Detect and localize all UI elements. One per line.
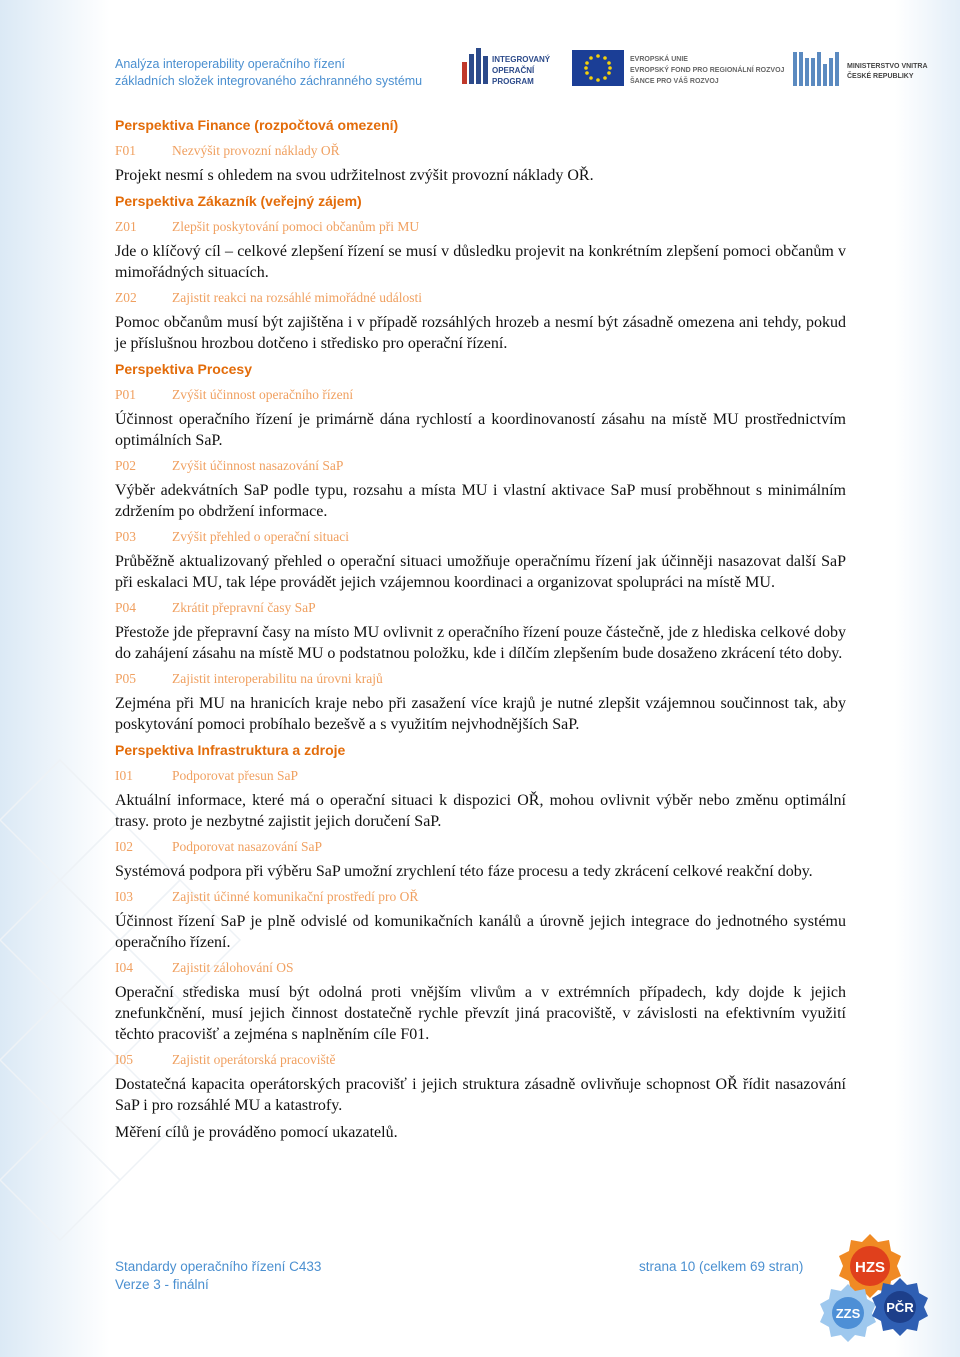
iop-logo xyxy=(462,48,551,86)
goal-description: Účinnost operačního řízení je primárně dána rychlostí a koordinovaností zásahu na místě MU prostřednictvím optimálních SaP. xyxy=(115,411,846,449)
closing-sentence: Měření cílů je prováděno pomocí ukazatelů. xyxy=(115,1124,398,1141)
goal-name: Podporovat přesun SaP xyxy=(172,768,298,783)
goal-code: F01 xyxy=(115,143,137,158)
goal-p05 xyxy=(115,670,846,688)
goal-code: I04 xyxy=(115,960,133,975)
goal-name: Zkrátit přepravní časy SaP xyxy=(172,600,316,615)
eu-logo-line-3: ŠANCE PRO VÁŠ ROZVOJ xyxy=(630,78,719,85)
mv-logo-line-2: ČESKÉ REPUBLIKY xyxy=(847,73,914,80)
goal-description: Dostatečná kapacita operátorských pracovišť i jejich struktura zásadně ovlivňuje schopnost OŘ řídit nasazování SaP i pro rozsáhlé MU a katastrofy. xyxy=(115,1076,846,1114)
goal-description: Operační střediska musí být odolná proti vnějším vlivům a v extrémních případech, kdy dojde k jejich znefunkčnění, musí jejich činnost dostatečně rychle převzít jiná pracoviště, v závislosti na efektivním využití těchto pracovišť a zejména s naplněním cíle F01. xyxy=(115,984,846,1043)
goal-code: Z02 xyxy=(115,290,137,305)
goal-i05 xyxy=(115,1051,846,1069)
goal-code: I01 xyxy=(115,768,133,783)
goal-code: P03 xyxy=(115,529,137,544)
goal-z02 xyxy=(115,289,846,307)
iop-logo-line-1: INTEGROVANÝ xyxy=(492,55,551,64)
goal-name: Nezvýšit provozní náklady OŘ xyxy=(172,143,340,158)
izs-badges xyxy=(812,1228,932,1348)
eu-flag-logo xyxy=(572,50,785,86)
goal-code: P05 xyxy=(115,671,137,686)
goal-code: P01 xyxy=(115,387,137,402)
goal-i01 xyxy=(115,767,846,785)
header-line-2: základních složek integrovaného záchranného systému xyxy=(115,74,423,88)
goal-name: Zajistit interoperabilitu na úrovni krajů xyxy=(172,671,383,686)
footer-document-title: Standardy operačního řízení C433 xyxy=(115,1259,322,1274)
goal-p01 xyxy=(115,386,846,404)
running-header xyxy=(115,56,422,90)
goal-description: Účinnost řízení SaP je plně odvislé od komunikačních kanálů a úrovně jejich integrace do jednotného systému operačního řízení. xyxy=(115,913,846,951)
goal-description: Výběr adekvátních SaP podle typu, rozsahu a místa MU i vlastní aktivace SaP musí proběhnout s minimálním zdržením po obdržení informace. xyxy=(115,482,846,520)
mv-logo-line-1: MINISTERSTVO VNITRA xyxy=(847,63,928,70)
goal-code: I05 xyxy=(115,1052,133,1067)
goal-name: Podporovat nasazování SaP xyxy=(172,839,322,854)
goal-description: Přestože jde přepravní časy na místo MU ovlivnit z operačního řízení pouze částečně, jde z hlediska celkové doby do zahájení zásahu na místě MU o podstatnou položku, kde i dílčím zlepšením bude dosaženo zkrácení této doby. xyxy=(115,624,846,662)
goal-code: P04 xyxy=(115,600,137,615)
header-line-1: Analýza interoperability operačního řízení xyxy=(115,57,345,71)
goal-code: P02 xyxy=(115,458,137,473)
goal-i03 xyxy=(115,888,846,906)
page-number: strana 10 (celkem 69 stran) xyxy=(639,1259,804,1274)
section-heading-processes: Perspektiva Procesy xyxy=(115,361,252,377)
section-heading-infrastructure: Perspektiva Infrastruktura a zdroje xyxy=(115,742,346,758)
goal-description: Zejména při MU na hranicích kraje nebo při zasažení více krajů je nutné zlepšit vzájemnou součinnost tak, aby poskytování pomoci probíhalo bezešvě a s využitím nejvhodnějších SaP. xyxy=(115,695,846,733)
goal-code: I03 xyxy=(115,889,133,904)
goal-description: Aktuální informace, které má o operační situaci k dispozici OŘ, mohou ovlivnit výběr nebo změnu optimální trasy. proto je nezbytné zajistit jejich doručení SaP. xyxy=(115,792,846,830)
goal-name: Zajistit zálohování OS xyxy=(172,960,294,975)
section-heading-finance: Perspektiva Finance (rozpočtová omezení) xyxy=(115,117,399,133)
goal-name: Zajistit účinné komunikační prostředí pro OŘ xyxy=(172,889,419,904)
iop-logo-line-3: PROGRAM xyxy=(492,77,534,86)
pcr-badge-label: PČR xyxy=(886,1300,914,1315)
goal-f01 xyxy=(115,142,846,160)
eu-logo-line-2: EVROPSKÝ FOND PRO REGIONÁLNÍ ROZVOJ xyxy=(630,67,785,74)
eu-logo-line-1: EVROPSKÁ UNIE xyxy=(630,56,688,63)
footer-version: Verze 3 - finální xyxy=(115,1277,209,1292)
goal-name: Zlepšit poskytování pomoci občanům při MU xyxy=(172,219,420,234)
goal-code: Z01 xyxy=(115,219,137,234)
goal-p03 xyxy=(115,528,846,546)
zzs-badge-label: ZZS xyxy=(835,1306,861,1321)
goal-description: Systémová podpora při výběru SaP umožní zrychlení této fáze procesu a tedy zkrácení celkové reakční doby. xyxy=(115,863,813,880)
mv-logo xyxy=(793,52,928,86)
goal-description: Pomoc občanům musí být zajištěna i v případě rozsáhlých hrozeb a nesmí být zásadně omezena ani tehdy, pokud je příslušnou hrozbou dotčeno i středisko pro operační řízení. xyxy=(115,314,846,352)
goal-p04 xyxy=(115,599,846,617)
goal-z01 xyxy=(115,218,846,236)
goal-description: Projekt nesmí s ohledem na svou udržitelnost zvýšit provozní náklady OŘ. xyxy=(115,167,594,184)
goal-i04 xyxy=(115,959,846,977)
goal-i02 xyxy=(115,838,846,856)
iop-logo-line-2: OPERAČNÍ xyxy=(492,66,535,75)
goal-p02 xyxy=(115,457,846,475)
goal-description: Průběžně aktualizovaný přehled o operační situaci umožňuje operačnímu řízení jak účinněji nasazovat další SaP při eskalaci MU, tak lépe provádět jejich vzájemnou koordinaci a organizovat spolupráci na místě MU. xyxy=(115,553,846,591)
goal-name: Zvýšit účinnost operačního řízení xyxy=(172,387,354,402)
goal-name: Zajistit operátorská pracoviště xyxy=(172,1052,336,1067)
page-footer xyxy=(115,1258,805,1294)
sponsor-logos xyxy=(460,44,930,94)
goal-code: I02 xyxy=(115,839,133,854)
main-content xyxy=(115,116,846,1149)
goal-name: Zajistit reakci na rozsáhlé mimořádné události xyxy=(172,290,423,305)
goal-name: Zvýšit přehled o operační situaci xyxy=(172,529,349,544)
goal-description: Jde o klíčový cíl – celkové zlepšení řízení se musí v důsledku projevit na konkrétním zlepšení pomoci občanům v mimořádných situacích. xyxy=(115,243,846,281)
goal-name: Zvýšit účinnost nasazování SaP xyxy=(172,458,344,473)
section-heading-customer: Perspektiva Zákazník (veřejný zájem) xyxy=(115,193,362,209)
hzs-badge-label: HZS xyxy=(855,1259,885,1276)
